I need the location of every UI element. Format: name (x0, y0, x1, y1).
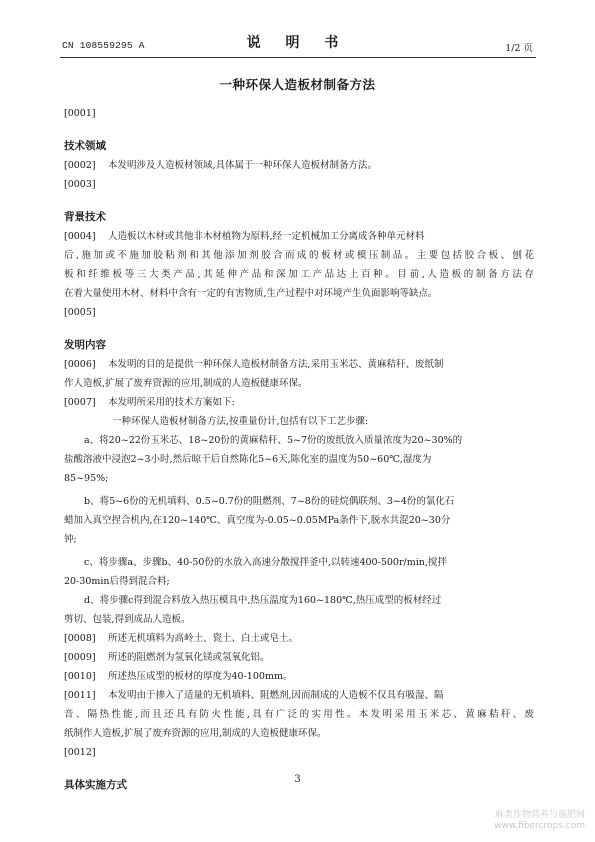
step-a-line: a、将20~22份玉米芯、18~20份的黄麻秸秆、5~7份的废纸放入质量浓度为20~30%的 (84, 435, 463, 446)
step-d-line: d、将步骤c得到混合料放入热压模具中,热压温度为160~180℃,热压成型的板材经过 (84, 595, 442, 606)
step-d-line: 剪切、包装,得到成品人造板。 (64, 614, 191, 625)
paragraph-0004 (64, 227, 534, 246)
paragraph-line: 后,施加或不施加胶粘剂和其他添加剂胶合而成的板材或模压制品。主要包括胶合板、刨花 (64, 250, 534, 261)
paragraph-text: 本发明所采用的技术方案如下: (108, 397, 235, 408)
watermark (494, 810, 585, 832)
section-heading-background: 背景技术 (64, 211, 106, 223)
document-type: 说 明 书 (246, 35, 349, 51)
document-body (64, 104, 534, 795)
paragraph-line: 纸制作人造板,扩展了废弃资源的应用,制成的人造板健康环保。 (64, 728, 327, 739)
paragraph-0011 (64, 686, 534, 705)
paragraph-tag: [0007] (64, 397, 96, 408)
paragraph-0007 (64, 393, 534, 412)
paragraph-text: 本发明涉及人造板材领域,具体属于一种环保人造板材制备方法。 (108, 160, 378, 171)
paragraph-tag: [0009] (64, 652, 96, 663)
paragraph-tag: [0003] (64, 179, 96, 190)
page-number: 3 (294, 774, 301, 785)
step-c-line: c、将步骤a、步骤b、40-50份的水放入高速分散搅拌釜中,以转速400-500r/min,搅拌 (84, 557, 447, 568)
paragraph-text: 本发明的目的是提供一种环保人造板材制备方法,采用玉米芯、黄麻秸秆、废纸制 (108, 359, 444, 370)
paragraph-tag: [0005] (64, 307, 96, 318)
paragraph-tag: [0004] (64, 231, 96, 242)
header-rule (60, 57, 536, 58)
paragraph-0008 (64, 629, 534, 648)
step-a-line: 盐酸溶液中浸泡2~3小时,然后晾干后自然陈化5~6天,陈化室的温度为50~60℃,湿度为 (64, 454, 432, 465)
paragraph-text: 本发明由于掺入了适量的无机填料、阻燃剂,因而制成的人造板不仅具有吸湿、隔 (108, 690, 444, 701)
watermark-url: www.fibercrops.com (494, 821, 585, 831)
paragraph-tag: [0002] (64, 160, 96, 171)
document-title: 一种环保人造板材制备方法 (219, 77, 376, 92)
paragraph-line: 在着大量使用木材、材料中含有一定的有害物质,生产过程中对环境产生负面影响等缺点。 (64, 288, 438, 299)
paragraph-0006 (64, 355, 534, 374)
paragraph-tag: [0008] (64, 633, 96, 644)
method-intro: 一种环保人造板材制备方法,按重量份计,包括有以下工艺步骤: (112, 416, 369, 427)
paragraph-text: 所述热压成型的板材的厚度为40-100mm。 (108, 671, 293, 682)
paragraph-0002 (64, 156, 534, 175)
watermark-site-name: 麻类作物营养与施肥网 (494, 810, 585, 820)
step-a-line: 85~95%; (64, 473, 109, 484)
step-b-line: 蜡加入真空捏合机内,在120~140℃、真空度为-0.05~0.05MPa条件下,脱水共混20~30分 (64, 515, 451, 526)
step-b-line: 钟; (64, 534, 77, 545)
paragraph-0010 (64, 667, 534, 686)
page-count: 1/2 页 (505, 43, 533, 54)
page-header (0, 0, 595, 60)
section-heading-technical-field: 技术领域 (64, 140, 106, 152)
section-heading-invention-content: 发明内容 (64, 339, 106, 351)
paragraph-text: 人造板以木材或其他非木材植物为原料,经一定机械加工分离成各种单元材料 (108, 231, 425, 242)
paragraph-tag: [0012] (64, 747, 96, 758)
paragraph-text: 所述无机填料为高岭土、瓷土、白土或皂土。 (108, 633, 299, 644)
paragraph-line: 作人造板,扩展了废弃资源的应用,制成的人造板健康环保。 (64, 378, 308, 389)
paragraph-line: 板和纤维板等三大类产品,其延伸产品和深加工产品达上百种。目前,人造板的制备方法存 (64, 269, 534, 280)
paragraph-0009 (64, 648, 534, 667)
section-heading-embodiment: 具体实施方式 (64, 779, 127, 791)
paragraph-text: 所述的阻燃剂为氢氧化镁或氢氧化铝。 (108, 652, 270, 663)
paragraph-tag: [0010] (64, 671, 96, 682)
patent-number: CN 108559295 A (62, 40, 145, 51)
paragraph-line: 音、隔热性能,而且还具有防火性能,具有广泛的实用性。本发明采用玉米芯、黄麻秸秆、废 (64, 709, 534, 720)
paragraph-tag: [0001] (64, 108, 96, 119)
paragraph-tag: [0011] (64, 690, 96, 701)
step-b-line: b、将5~6份的无机填料、0.5~0.7份的阻燃剂、7~8份的硅烷偶联剂、3~4份的氯化石 (84, 496, 455, 507)
step-c-line: 20-30min后得到混合料; (64, 576, 170, 587)
paragraph-tag: [0006] (64, 359, 96, 370)
